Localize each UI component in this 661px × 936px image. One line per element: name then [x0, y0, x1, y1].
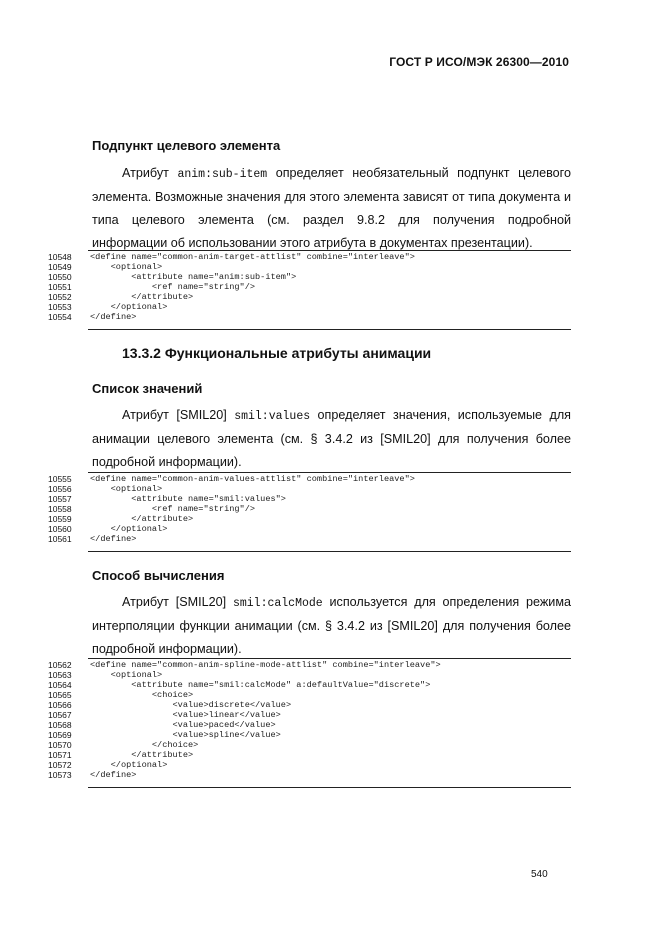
line-number: 10559 [48, 514, 72, 524]
code-text: </define> [90, 534, 137, 544]
subitem-para-code: anim:sub-item [177, 168, 268, 181]
code-text: </optional> [90, 524, 168, 534]
line-number: 10548 [48, 252, 72, 262]
line-number: 10555 [48, 474, 72, 484]
line-number: 10561 [48, 534, 72, 544]
values-para-post: определяет значения, используемые для анимации целевого элемента (см. § 3.4.2 из [SMIL20] для получения более подробной информации). [92, 408, 571, 469]
code-text: <optional> [90, 262, 163, 272]
subitem-paragraph [92, 162, 571, 255]
code-text: </attribute> [90, 292, 194, 302]
subitem-para-post: определяет необязательный подпункт целевого элемента. Возможные значения для этого элемента зависят от типа документа и типа целевого элемента (см. раздел 9.8.2 для получения подробной информации об использовании этого атрибута в документах презентации). [92, 166, 571, 250]
code-text: <define name="common-anim-values-attlist" combine="interleave"> [90, 474, 415, 484]
values-heading: Список значений [92, 381, 203, 396]
calcmode-paragraph [92, 591, 571, 661]
values-para-code: smil:values [234, 410, 311, 423]
line-number: 10551 [48, 282, 72, 292]
line-number: 10556 [48, 484, 72, 494]
calcmode-para-pre: Атрибут [SMIL20] [122, 595, 233, 609]
values-para-pre: Атрибут [SMIL20] [122, 408, 235, 422]
code-text: <choice> [90, 690, 194, 700]
section-title: 13.3.2 Функциональные атрибуты анимации [122, 345, 432, 361]
line-number: 10554 [48, 312, 72, 322]
code-text: <ref name="string"/> [90, 282, 256, 292]
code-text: <attribute name="smil:values"> [90, 494, 286, 504]
code-text: <attribute name="anim:sub-item"> [90, 272, 297, 282]
code-text: <optional> [90, 670, 163, 680]
line-number: 10566 [48, 700, 72, 710]
code-text: <define name="common-anim-target-attlist" combine="interleave"> [90, 252, 415, 262]
code-listing-values [48, 472, 571, 552]
subitem-heading: Подпункт целевого элемента [92, 138, 281, 153]
code-text: <ref name="string"/> [90, 504, 256, 514]
code-text: </optional> [90, 302, 168, 312]
line-number: 10549 [48, 262, 72, 272]
code-text: <value>linear</value> [90, 710, 281, 720]
code-text: <value>discrete</value> [90, 700, 292, 710]
line-number: 10573 [48, 770, 72, 780]
code-text: </define> [90, 312, 137, 322]
line-number: 10571 [48, 750, 72, 760]
page-header: ГОСТ Р ИСО/МЭК 26300—2010 [389, 55, 569, 69]
line-number: 10565 [48, 690, 72, 700]
calcmode-para-code: smil:calcMode [232, 597, 323, 610]
line-number: 10560 [48, 524, 72, 534]
line-number: 10567 [48, 710, 72, 720]
code-text: <value>spline</value> [90, 730, 281, 740]
code-listing-calcmode [48, 658, 571, 788]
code-listing-subitem [48, 250, 571, 330]
line-number: 10568 [48, 720, 72, 730]
line-number: 10557 [48, 494, 72, 504]
line-number: 10570 [48, 740, 72, 750]
page-number: 540 [531, 869, 548, 880]
subitem-para-pre: Атрибут [122, 166, 178, 180]
code-text: </choice> [90, 740, 199, 750]
code-text: </define> [90, 770, 137, 780]
calcmode-para-post: используется для определения режима интерполяции функции анимации (см. § 3.4.2 из [SMIL20] для получения более подробной информации). [92, 595, 571, 656]
code-text: <attribute name="smil:calcMode" a:defaultValue="discrete"> [90, 680, 431, 690]
line-number: 10563 [48, 670, 72, 680]
line-number: 10558 [48, 504, 72, 514]
calcmode-heading: Способ вычисления [92, 568, 225, 583]
line-number: 10562 [48, 660, 72, 670]
line-number: 10572 [48, 760, 72, 770]
line-number: 10553 [48, 302, 72, 312]
code-text: <define name="common-anim-spline-mode-attlist" combine="interleave"> [90, 660, 441, 670]
line-number: 10564 [48, 680, 72, 690]
code-text: </attribute> [90, 750, 194, 760]
line-number: 10550 [48, 272, 72, 282]
line-number: 10552 [48, 292, 72, 302]
code-text: </optional> [90, 760, 168, 770]
code-text: </attribute> [90, 514, 194, 524]
code-text: <value>paced</value> [90, 720, 276, 730]
code-text: <optional> [90, 484, 163, 494]
line-number: 10569 [48, 730, 72, 740]
values-paragraph [92, 404, 571, 474]
